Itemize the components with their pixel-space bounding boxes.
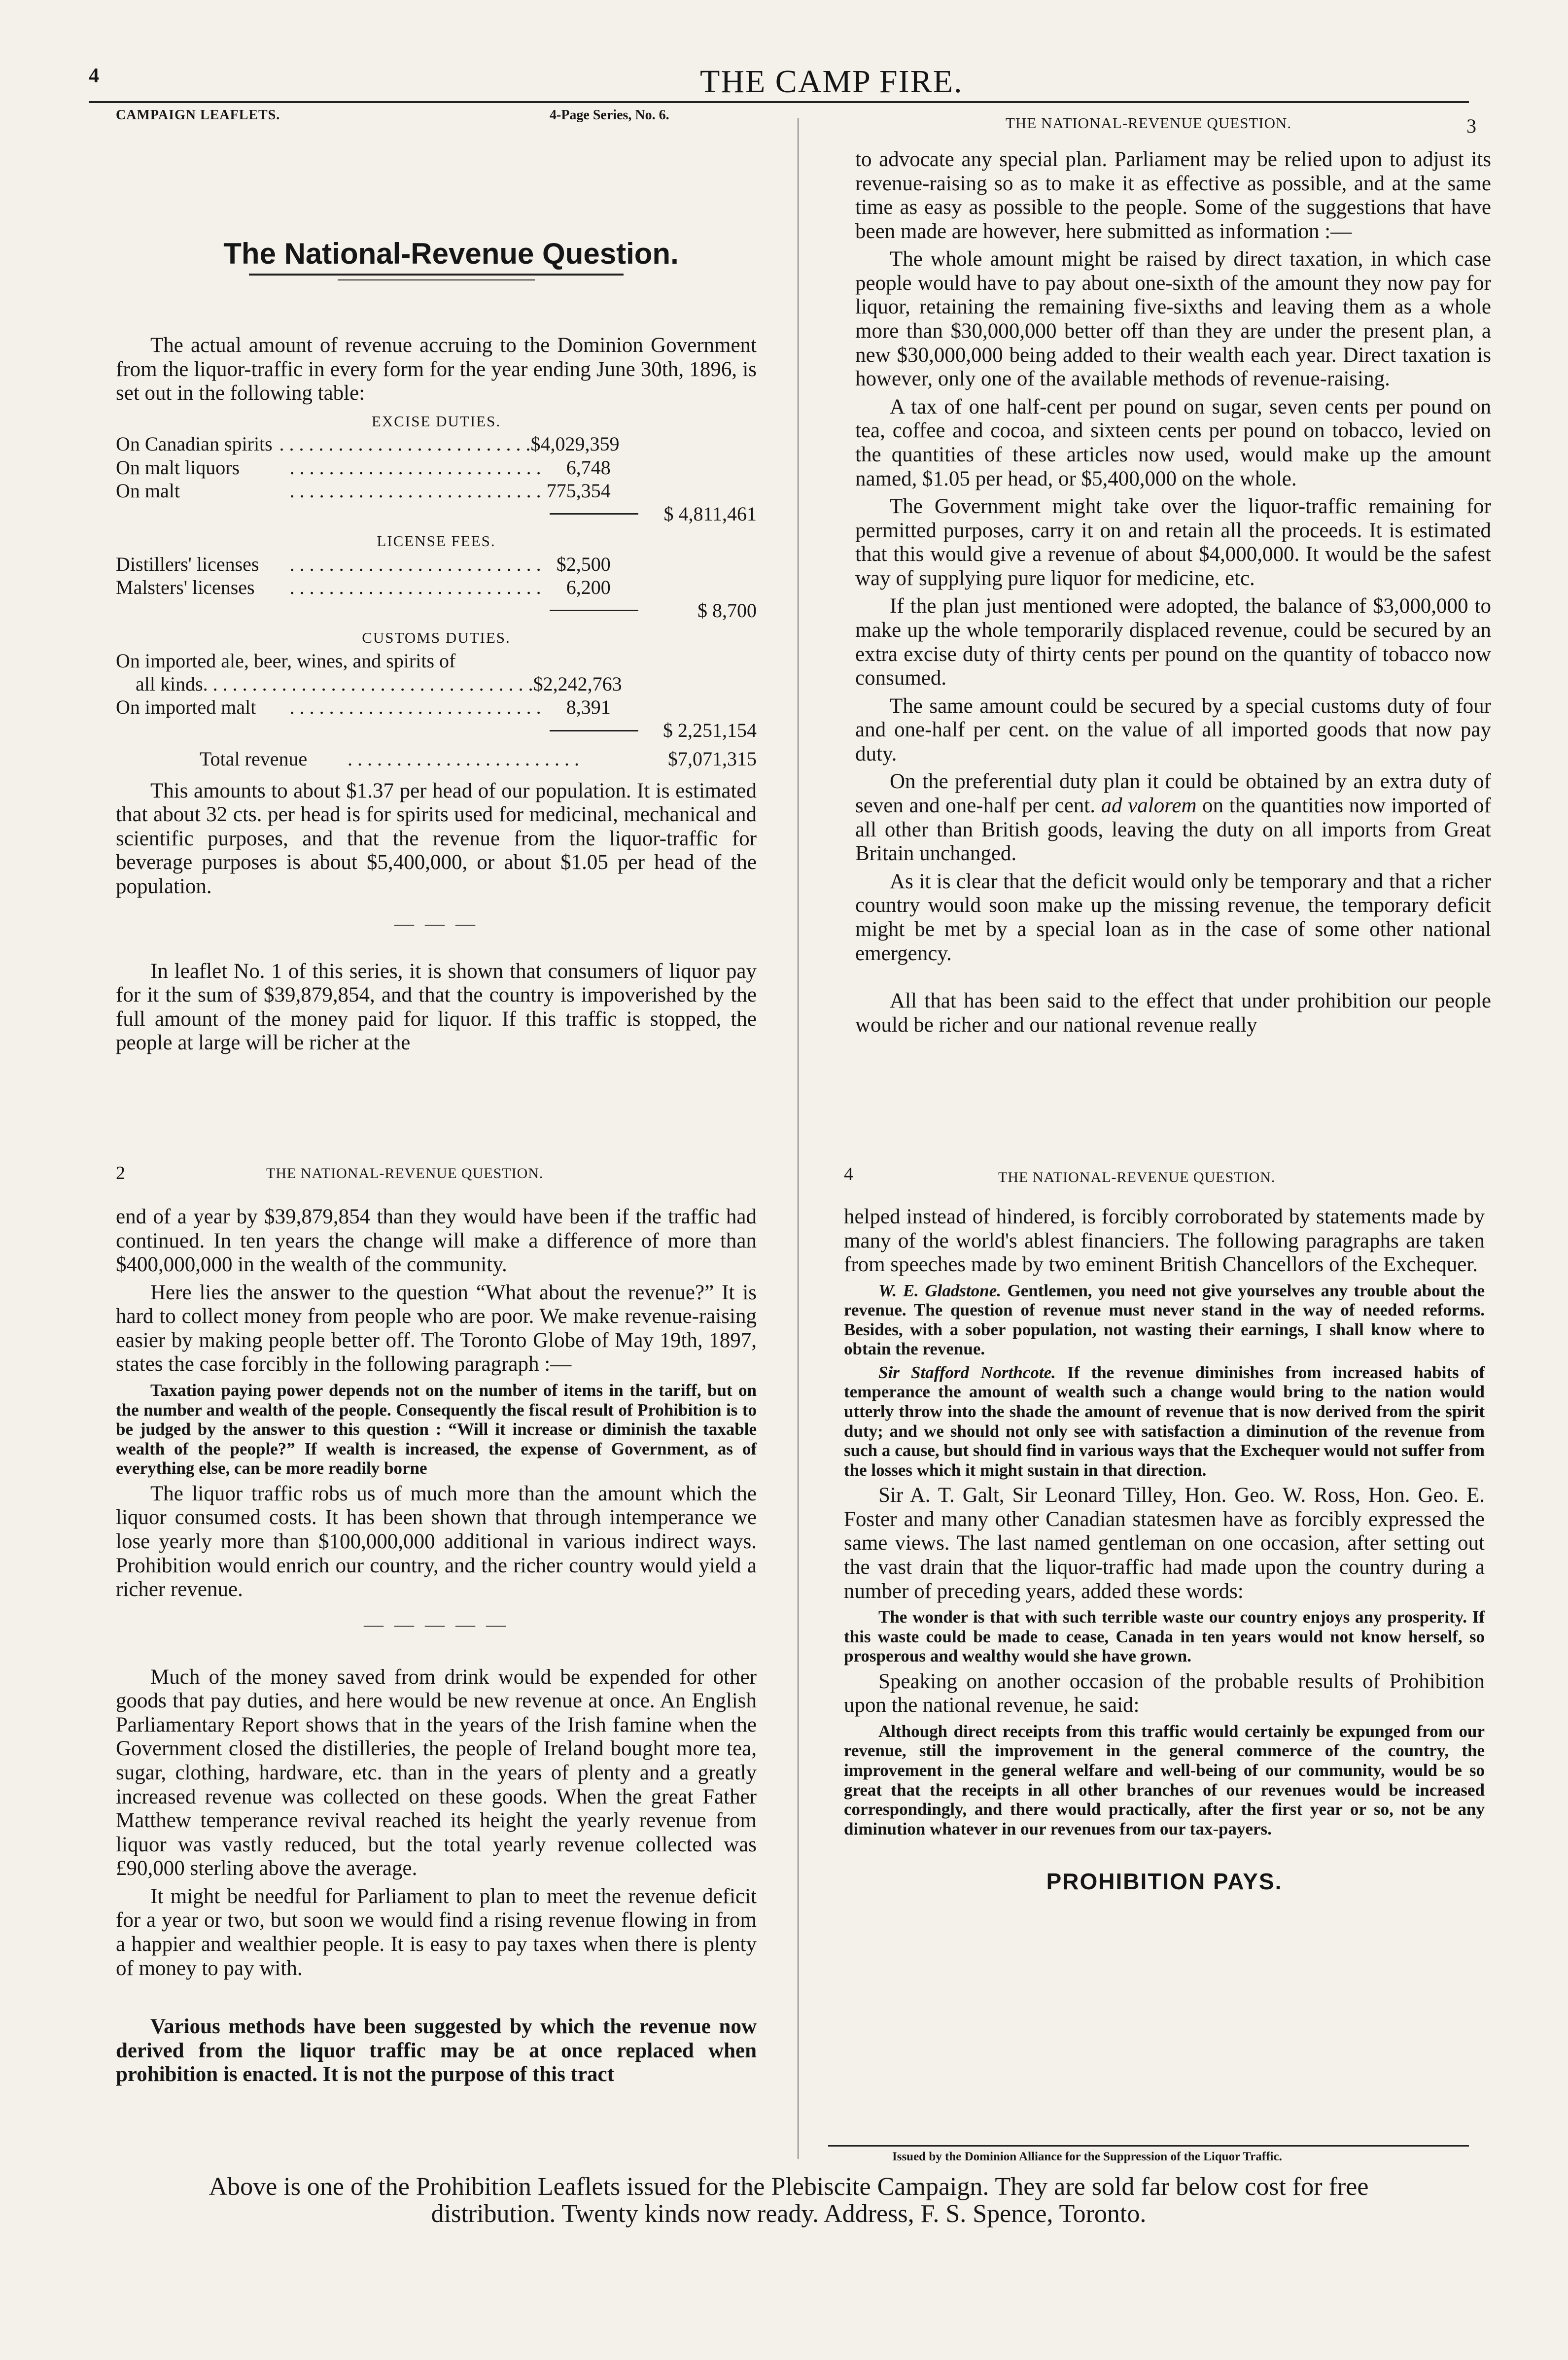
- paragraph: As it is clear that the deficit would only be temporary and that a richer country would soon make up the missing revenue, the temporary deficit might be met by a special loan as in the case of some other national emergency.: [855, 869, 1491, 965]
- running-head-p3: THE NATIONAL-REVENUE QUESTION.: [1006, 114, 1292, 132]
- customs-caption: CUSTOMS DUTIES.: [362, 629, 511, 647]
- table-row: [116, 672, 757, 695]
- row-label: On Canadian spirits: [116, 433, 273, 455]
- intro-paragraph: The actual amount of revenue accruing to the Dominion Government from the liquor-traffic in every form for the year ending June 30th, 1896, is set out in the following table:: [116, 334, 757, 405]
- running-head-p2: THE NATIONAL-REVENUE QUESTION.: [266, 1165, 544, 1181]
- quote-text: If the revenue diminishes from increased habits of temperance the amount of wealth such a change would bring to the nation would utterly throw into the shade the amount of revenue that is now derived from the spirit duty; and we should not only see with satisfaction a diminution of the revenue from such a cause, but should find in various ways that the Exchequer would not suffer from the losses which it might sustain in that direction.: [844, 1362, 1485, 1480]
- row-value: $4,029,359: [530, 433, 620, 455]
- paragraph: Much of the money saved from drink would be expended for other goods that pay duties, and here would be new revenue at once. An English Parliamentary Report shows that in the years of the Irish famine when the Government closed the distilleries, the people of Ireland bought more tea, sugar, clothing, hardware, etc. than in the years of plenty and a greatly increased revenue was collected on these goods. When the great Father Matthew temperance revival reached its height the yearly revenue from liquor was vastly reduced, but the total yearly revenue collected was £90,000 sterling above the average.: [116, 1665, 757, 1880]
- center-rule: [798, 118, 799, 2159]
- table-row: [116, 456, 757, 479]
- table-row: [116, 479, 757, 502]
- table-row: [116, 432, 757, 455]
- foster-quote-2: Although direct receipts from this traffic would certainly be expunged from our revenue, still the improvement in the general commerce of the country, the improvement in the general welfare and well-being of our community, would be so great that the receipts in all other branches of our revenues would be increased correspondingly, and there would practically, after the first year or so, not be any diminution whatever in our revenues from our tax-payers.: [844, 1721, 1485, 1839]
- row-label: On malt liquors: [116, 456, 240, 479]
- paragraph: The same amount could be secured by a special customs duty of four and one-half per cent. on the value of all imported goods that now pay duty.: [855, 694, 1491, 765]
- table-row: [116, 502, 757, 525]
- northcote-quote: [844, 1363, 1485, 1480]
- foster-quote: The wonder is that with such terrible waste our country enjoys any prosperity. If this waste could be made to cease, Canada in ten years would not know herself, so prosperous and wealthy would she have grown.: [844, 1607, 1485, 1666]
- paragraph: Sir A. T. Galt, Sir Leonard Tilley, Hon. Geo. W. Ross, Hon. Geo. E. Foster and many other Canadian statesmen have as forcibly expressed the same views. The last named gentleman on one occasion, after setting out the vast drain that the liquor-traffic had made upon the country during a number of preceding years, added these words:: [844, 1484, 1485, 1603]
- title-underline: [249, 274, 624, 276]
- newspaper-title: THE CAMP FIRE.: [700, 64, 963, 100]
- leaflet-title: The National-Revenue Question.: [223, 237, 679, 270]
- paragraph: The Government might take over the liquor-traffic remaining for permitted purposes, carry it on and retain all the proceeds. It is estimated that this would give a revenue of about $4,000,000. It would be the safest way of supplying pure liquor for medicine, etc.: [855, 495, 1491, 590]
- total-label: Total revenue: [200, 747, 308, 770]
- dot-leader: . . . . . . . . . . . . . . . . . . . . . . . . . . . . . . . . . .: [203, 672, 533, 695]
- section-separator: — — — — —: [364, 1613, 509, 1635]
- paragraph: All that has been said to the effect that under prohibition our people would be richer and our national revenue really: [855, 989, 1491, 1037]
- table-row: [116, 599, 757, 622]
- paragraph: end of a year by $39,879,854 than they would have been if the traffic had continued. In ten years the change will make a difference of more than $400,000,000 in the wealth of the community.: [116, 1205, 757, 1277]
- paragraph: The whole amount might be raised by direct taxation, in which case people would have to pay about one-sixth of the amount they now pay for liquor, retaining the remaining five-sixths and leaving them as a whole more than $30,000,000 better off than they are under the present plan, a new $30,000,000 being added to their wealth each year. Direct taxation is however, only one of the available methods of revenue-raising.: [855, 247, 1491, 391]
- title-underline-short: [338, 279, 535, 280]
- leaflet-page-1: [116, 237, 757, 1059]
- campaign-leaflets-label: CAMPAIGN LEAFLETS.: [116, 107, 280, 123]
- header-page-number: 4: [89, 65, 99, 87]
- paragraph: Here lies the answer to the question “What about the revenue?” It is hard to collect money from people who are poor. We make revenue-raising easier by making people better off. The Toronto Globe of May 19th, 1897, states the case forcibly in the following paragraph :—: [116, 1281, 757, 1376]
- paragraph: The liquor traffic robs us of much more than the amount which the liquor consumed costs. It has been shown that through intemperance we lose yearly more than $100,000,000 additional in various indirect ways. Prohibition would enrich our country, and the richer country would yield a richer revenue.: [116, 1482, 757, 1601]
- revenue-table: [116, 413, 757, 770]
- header-rule: [89, 101, 1469, 103]
- issued-rule: [828, 2145, 1469, 2147]
- paragraph: A tax of one half-cent per pound on sugar, seven cents per pound on tea, coffee and cocoa, and sixteen cents per pound on tobacco, levied on the quantities of these articles now used, would make up the amount named, $1.05 per head, or $5,400,000 on the whole.: [855, 395, 1491, 490]
- italic-term: ad valorem: [1101, 794, 1197, 818]
- dot-leader: . . . . . . . . . . . . . . . . . . . . . . . . . .: [289, 696, 541, 719]
- customs-total: $ 2,251,154: [663, 719, 757, 742]
- leaflet-reference-paragraph: In leaflet No. 1 of this series, it is shown that consumers of liquor pay for it the sum of $39,879,854, and that the country is impoverished by the full amount of the money paid for liquor. If this traffic is stopped, the people at large will be richer at the: [116, 959, 757, 1055]
- leaflet-page-2: [116, 1205, 757, 2091]
- page-number-4: 4: [844, 1164, 853, 1184]
- table-row: [116, 695, 757, 719]
- footer-line-2: distribution. Twenty kinds now ready. Address, F. S. Spence, Toronto.: [431, 2199, 1147, 2228]
- row-value: $2,242,763: [533, 672, 622, 695]
- paragraph: Speaking on another occasion of the probable results of Prohibition upon the national revenue, he said:: [844, 1669, 1485, 1717]
- paragraph: It might be needful for Parliament to plan to meet the revenue deficit for a year or two, but soon we would find a rising revenue flowing in from a happier and wealthier people. It is easy to pay taxes when there is plenty of money to pay with.: [116, 1884, 757, 1980]
- row-label: On imported ale, beer, wines, and spirits of: [116, 649, 456, 672]
- row-value: 8,391: [566, 696, 611, 719]
- license-caption: LICENSE FEES.: [377, 532, 496, 550]
- text-run: On the preferential duty plan it could be obtained by an extra duty of seven and one-half per cent.: [855, 770, 1491, 818]
- table-row: [116, 576, 757, 599]
- dot-leader: . . . . . . . . . . . . . . . . . . . . . . . . . .: [289, 576, 541, 598]
- dot-leader: . . . . . . . . . . . . . . . . . . . . . . . . . .: [279, 433, 531, 455]
- dot-leader: . . . . . . . . . . . . . . . . . . . . . . . . . .: [289, 553, 541, 575]
- speaker-name: W. E. Gladstone.: [878, 1281, 1001, 1300]
- excise-total: $ 4,811,461: [663, 502, 757, 525]
- leaflet-page-4: [844, 1205, 1485, 1895]
- leaflet-page-3: [855, 148, 1491, 1041]
- text-run: on the quantities now imported of all other than British goods, leaving the duty on all imports from Great Britain unchanged.: [855, 794, 1491, 866]
- speaker-name: Sir Stafford Northcote.: [878, 1362, 1056, 1382]
- total-row: [116, 747, 757, 770]
- page-number-2: 2: [116, 1163, 125, 1183]
- table-row: [116, 553, 757, 576]
- gladstone-quote: [844, 1281, 1485, 1359]
- dot-leader: . . . . . . . . . . . . . . . . . . . . . . . . . .: [289, 479, 541, 502]
- after-table-paragraph: This amounts to about $1.37 per head of our population. It is estimated that about 32 cts. per head is for spirits used for medicinal, mechanical and scientific purposes, and that the revenue from the liquor-traffic for beverage purposes is about $5,400,000, or about $1.05 per head of the population.: [116, 779, 757, 899]
- row-value: 6,748: [566, 456, 611, 479]
- total-value: $7,071,315: [668, 747, 757, 770]
- page-number-3: 3: [1466, 115, 1476, 137]
- prohibition-pays-slogan: PROHIBITION PAYS.: [1046, 1869, 1283, 1895]
- row-label: all kinds: [136, 672, 203, 695]
- paragraph: Various methods have been suggested by which the revenue now derived from the liquor traffic may be at once replaced when prohibition is enacted. It is not the purpose of this tract: [116, 2015, 757, 2086]
- row-value: 6,200: [566, 576, 611, 598]
- paragraph: [855, 770, 1491, 866]
- license-total: $ 8,700: [697, 599, 757, 622]
- row-label: Distillers' licenses: [116, 553, 259, 575]
- table-row: [116, 649, 757, 672]
- issued-by: Issued by the Dominion Alliance for the Suppression of the Liquor Traffic.: [892, 2150, 1282, 2163]
- row-value: $2,500: [556, 553, 611, 575]
- paragraph: If the plan just mentioned were adopted, the balance of $3,000,000 to make up the whole temporarily displaced revenue, could be secured by an extra excise duty of thirty cents per pound on the quantity of tobacco now consumed.: [855, 594, 1491, 690]
- globe-quote: Taxation paying power depends not on the number of items in the tariff, but on the number and wealth of the people. Consequently the fiscal result of Prohibition is to be judged by the answer to this question : “Will it increase or diminish the taxable wealth of the people?” If wealth is increased, the expense of Government, as of everything else, can be more readily borne: [116, 1381, 757, 1478]
- dot-leader: . . . . . . . . . . . . . . . . . . . . . . . . . .: [289, 456, 541, 479]
- section-separator: — — —: [394, 912, 478, 935]
- table-row: [116, 719, 757, 742]
- paragraph: helped instead of hindered, is forcibly corroborated by statements made by many of the world's ablest financiers. The following paragraphs are taken from speeches made by two eminent British Chancellors of the Exchequer.: [844, 1205, 1485, 1277]
- row-value: 775,354: [546, 479, 611, 502]
- footer-line-1: Above is one of the Prohibition Leaflets issued for the Plebiscite Campaign. They are sold far below cost for free: [209, 2173, 1369, 2201]
- excise-caption: EXCISE DUTIES.: [371, 412, 501, 430]
- series-label: 4-Page Series, No. 6.: [550, 107, 669, 123]
- running-head-p4: THE NATIONAL-REVENUE QUESTION.: [998, 1169, 1276, 1185]
- paragraph: to advocate any special plan. Parliament may be relied upon to adjust its revenue-raising so as to make it as effective as possible, and at the same time as easy as possible to the people. Some of the suggestions that have been made are however, here submitted as information :—: [855, 148, 1491, 243]
- row-label: Malsters' licenses: [116, 576, 255, 598]
- quote-text: Gentlemen, you need not give yourselves any trouble about the revenue. The question of revenue must never stand in the way of needed reforms. Besides, with a sober population, not wasting their earnings, I shall know where to obtain the revenue.: [844, 1281, 1485, 1359]
- row-label: On imported malt: [116, 696, 256, 719]
- footer-notice: [74, 2174, 1503, 2227]
- dot-leader: . . . . . . . . . . . . . . . . . . . . . . . .: [348, 747, 579, 770]
- row-label: On malt: [116, 479, 180, 502]
